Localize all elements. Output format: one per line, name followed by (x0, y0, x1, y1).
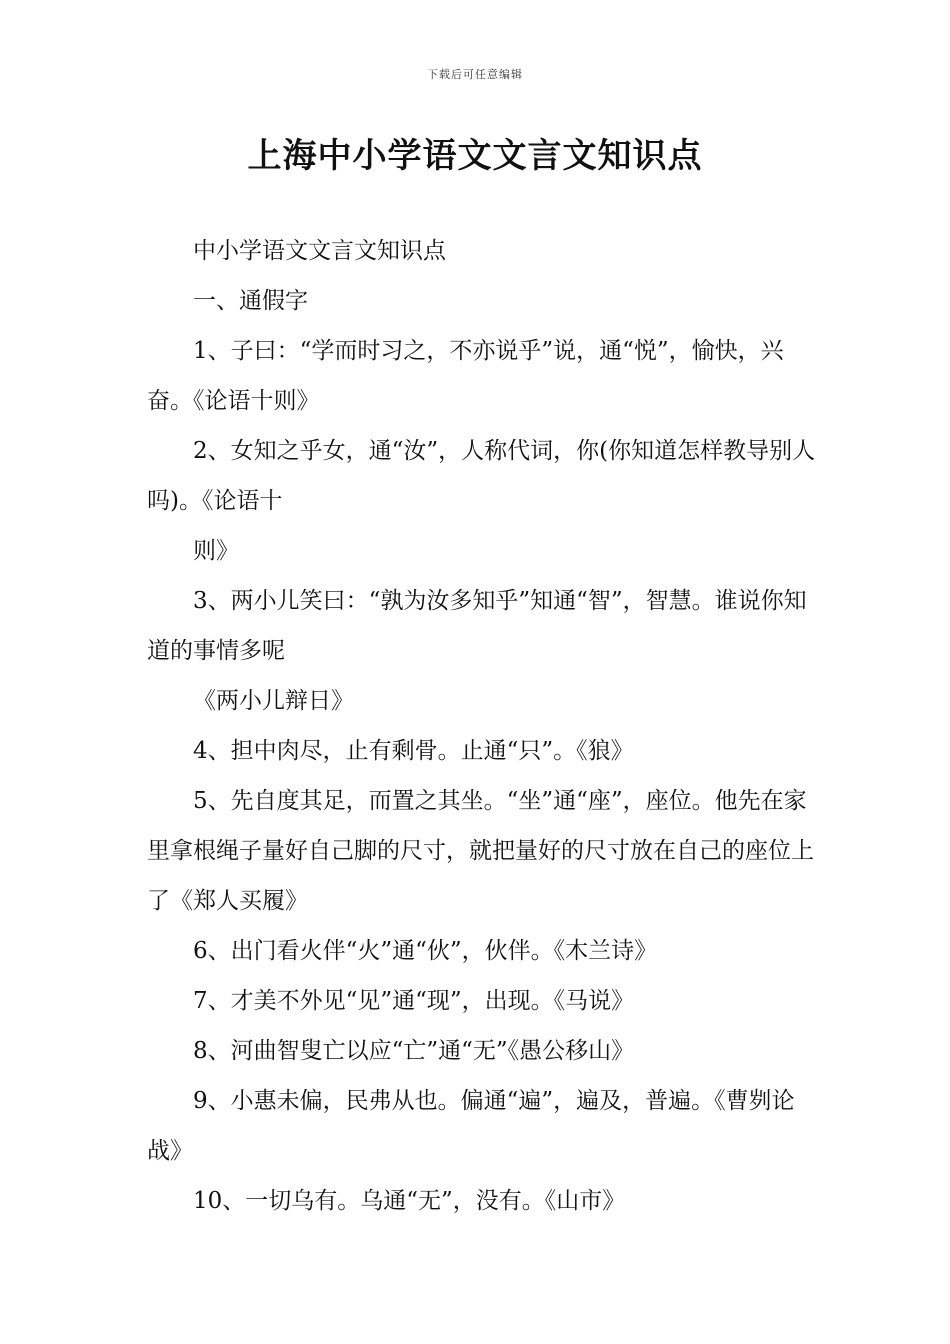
list-item-continuation: 《两小儿辩日》 (193, 688, 354, 714)
list-item: 1、子曰：“学而时习之，不亦说乎”说，通“悦”，愉快，兴奋。《论语十则》 (147, 338, 784, 414)
list-item: 6、出门看火伴“火”通“伙”，伙伴。《木兰诗》 (193, 938, 658, 964)
list-item: 7、才美不外见“见”通“现”，出现。《马说》 (193, 988, 635, 1014)
list-item: 9、小惠未偏，民弗从也。偏通“遍”，遍及，普遍。《曹刿论战》 (147, 1088, 795, 1164)
list-item-continuation: 则》 (193, 538, 239, 564)
section-heading: 一、通假字 (193, 288, 308, 314)
list-item: 5、先自度其足，而置之其坐。“坐”通“座”，座位。他先在家里拿根绳子量好自己脚的尺寸，就把量好的尺寸放在自己的座位上了《郑人买履》 (147, 788, 814, 914)
list-item: 10、一切乌有。乌通“无”，没有。《山市》 (193, 1188, 626, 1214)
list-item: 4、担中肉尽，止有剩骨。止通“只”。《狼》 (193, 738, 634, 764)
document-title: 上海中小学语文文言文知识点 (247, 136, 703, 176)
list-item: 3、两小儿笑曰：“孰为汝多知乎”知通“智”，智慧。谁说你知道的事情多呢 (147, 588, 807, 664)
list-item: 2、女知之乎女，通“汝”，人称代词，你(你知道怎样教导别人吗)。《论语十 (147, 438, 816, 514)
header-note: 下载后可任意编辑 (427, 68, 523, 81)
list-item: 8、河曲智叟亡以应“亡”通“无”《愚公移山》 (193, 1038, 635, 1064)
document-subtitle: 中小学语文文言文知识点 (193, 238, 446, 264)
document-body (147, 226, 817, 1226)
